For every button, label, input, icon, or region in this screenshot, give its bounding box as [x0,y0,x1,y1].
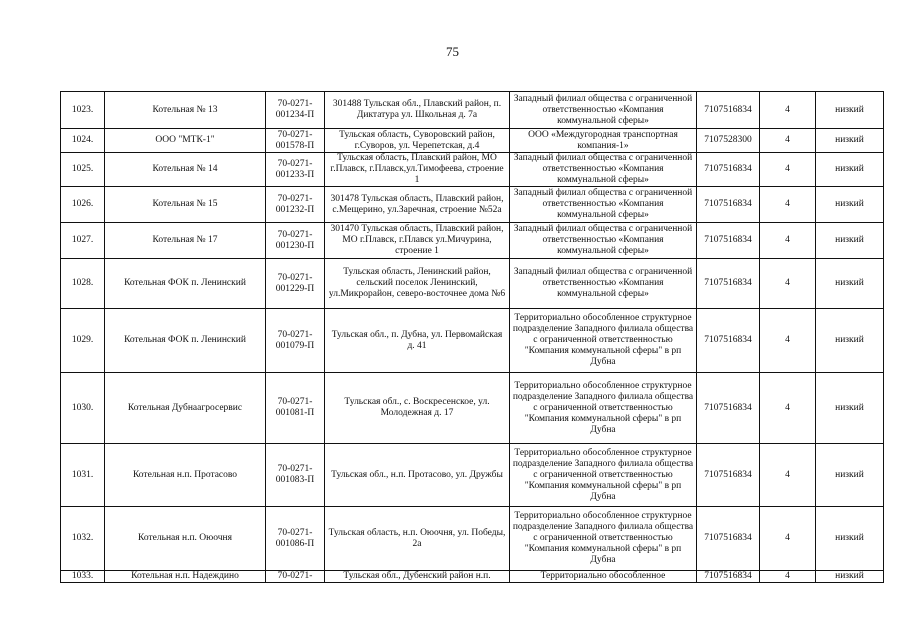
risk-level: низкий [816,444,884,507]
table-row [61,507,884,571]
operator-name: Территориально обособленное [510,571,697,583]
table-row [61,223,884,259]
table-row [61,187,884,223]
category: 4 [760,571,816,583]
operator-tin: 7107516834 [697,187,760,223]
registration-code: 70-0271-001230-П [266,223,325,259]
operator-tin: 7107516834 [697,223,760,259]
operator-tin: 7107516834 [697,309,760,373]
facility-address: 301488 Тульская обл., Плавский район, п. Диктатура ул. Школьная д. 7а [325,92,510,129]
row-number: 1030. [61,373,105,444]
operator-name: Территориально обособленное структурное подразделение Западного филиала общества с ограниченной ответственностью "Компания коммунальной сферы" в рп Дубна [510,444,697,507]
facility-address: Тульская область, Плавский район, МО г.Плавск, г.Плавск,ул.Тимофеева, строение 1 [325,153,510,187]
registration-code: 70-0271- [266,571,325,583]
operator-tin: 7107516834 [697,571,760,583]
operator-tin: 7107516834 [697,259,760,309]
facility-address: Тульская область, н.п. Оюочня, ул. Победы, 2а [325,507,510,571]
row-number: 1031. [61,444,105,507]
table-row [61,444,884,507]
facility-name: Котельная № 15 [105,187,266,223]
facility-name: Котельная № 17 [105,223,266,259]
facility-address: Тульская обл., п. Дубна, ул. Первомайская д. 41 [325,309,510,373]
risk-level: низкий [816,129,884,153]
registration-code: 70-0271-001081-П [266,373,325,444]
page-number: 75 [446,44,459,59]
facility-address: Тульская обл., Дубенский район н.п. [325,571,510,583]
risk-level: низкий [816,259,884,309]
risk-level: низкий [816,223,884,259]
category: 4 [760,309,816,373]
registration-code: 70-0271-001234-П [266,92,325,129]
operator-name: Западный филиал общества с ограниченной ответственностью «Компания коммунальной сферы» [510,92,697,129]
table-row [61,571,884,583]
table-row [61,309,884,373]
facility-name: Котельная н.п. Протасово [105,444,266,507]
risk-level: низкий [816,373,884,444]
registration-code: 70-0271-001578-П [266,129,325,153]
risk-level: низкий [816,507,884,571]
registration-code: 70-0271-001083-П [266,444,325,507]
registration-code: 70-0271-001233-П [266,153,325,187]
category: 4 [760,507,816,571]
registration-code: 70-0271-001229-П [266,259,325,309]
operator-tin: 7107516834 [697,444,760,507]
row-number: 1033. [61,571,105,583]
operator-name: ООО «Междугородная транспортная компания-1» [510,129,697,153]
facility-name: Котельная ФОК п. Ленинский [105,259,266,309]
operator-name: Западный филиал общества с ограниченной ответственностью «Компания коммунальной сферы» [510,223,697,259]
operator-tin: 7107516834 [697,373,760,444]
facility-address: Тульская область, Суворовский район, г.Суворов, ул. Черепетская, д.4 [325,129,510,153]
facility-name: Котельная Дубнаагросервис [105,373,266,444]
operator-name: Западный филиал общества с ограниченной ответственностью «Компания коммунальной сферы» [510,187,697,223]
operator-name: Западный филиал общества с ограниченной ответственностью «Компания коммунальной сферы» [510,259,697,309]
category: 4 [760,444,816,507]
risk-level: низкий [816,153,884,187]
row-number: 1032. [61,507,105,571]
operator-tin: 7107516834 [697,92,760,129]
category: 4 [760,92,816,129]
row-number: 1025. [61,153,105,187]
risk-level: низкий [816,187,884,223]
facility-address: Тульская обл., с. Воскресенское, ул. Молодежная д. 17 [325,373,510,444]
operator-tin: 7107528300 [697,129,760,153]
risk-level: низкий [816,92,884,129]
facility-name: Котельная н.п. Оюочня [105,507,266,571]
row-number: 1023. [61,92,105,129]
category: 4 [760,223,816,259]
registry-table [60,91,884,583]
category: 4 [760,129,816,153]
facility-name: Котельная № 13 [105,92,266,129]
facility-name: ООО "МТК-1" [105,129,266,153]
registration-code: 70-0271-001232-П [266,187,325,223]
table-row [61,129,884,153]
facility-address: 301478 Тульская область, Плавский район, с.Мещерино, ул.Заречная, строение №52а [325,187,510,223]
facility-address: Тульская обл., н.п. Протасово, ул. Дружбы [325,444,510,507]
facility-address: Тульская область, Ленинский район, сельский поселок Ленинский, ул.Микрорайон, северо-восточнее дома №6 [325,259,510,309]
row-number: 1027. [61,223,105,259]
category: 4 [760,153,816,187]
row-number: 1028. [61,259,105,309]
operator-name: Территориально обособленное структурное подразделение Западного филиала общества с ограниченной ответственностью "Компания коммунальной сферы" в рп Дубна [510,373,697,444]
operator-name: Западный филиал общества с ограниченной ответственностью «Компания коммунальной сферы» [510,153,697,187]
table-row [61,259,884,309]
category: 4 [760,259,816,309]
table-row [61,373,884,444]
table-row [61,92,884,129]
operator-name: Территориально обособленное структурное подразделение Западного филиала общества с ограниченной ответственностью "Компания коммунальной сферы" в рп Дубна [510,507,697,571]
registry-rows [61,92,884,583]
table-row [61,153,884,187]
operator-tin: 7107516834 [697,507,760,571]
operator-name: Территориально обособленное структурное подразделение Западного филиала общества с ограниченной ответственностью "Компания коммунальной сферы" в рп Дубна [510,309,697,373]
row-number: 1026. [61,187,105,223]
facility-address: 301470 Тульская область, Плавский район, МО г.Плавск, г.Плавск ул.Мичурина, строение 1 [325,223,510,259]
risk-level: низкий [816,309,884,373]
registration-code: 70-0271-001086-П [266,507,325,571]
category: 4 [760,373,816,444]
operator-tin: 7107516834 [697,153,760,187]
category: 4 [760,187,816,223]
row-number: 1024. [61,129,105,153]
registration-code: 70-0271-001079-П [266,309,325,373]
facility-name: Котельная н.п. Надеждино [105,571,266,583]
facility-name: Котельная № 14 [105,153,266,187]
risk-level: низкий [816,571,884,583]
row-number: 1029. [61,309,105,373]
facility-name: Котельная ФОК п. Ленинский [105,309,266,373]
